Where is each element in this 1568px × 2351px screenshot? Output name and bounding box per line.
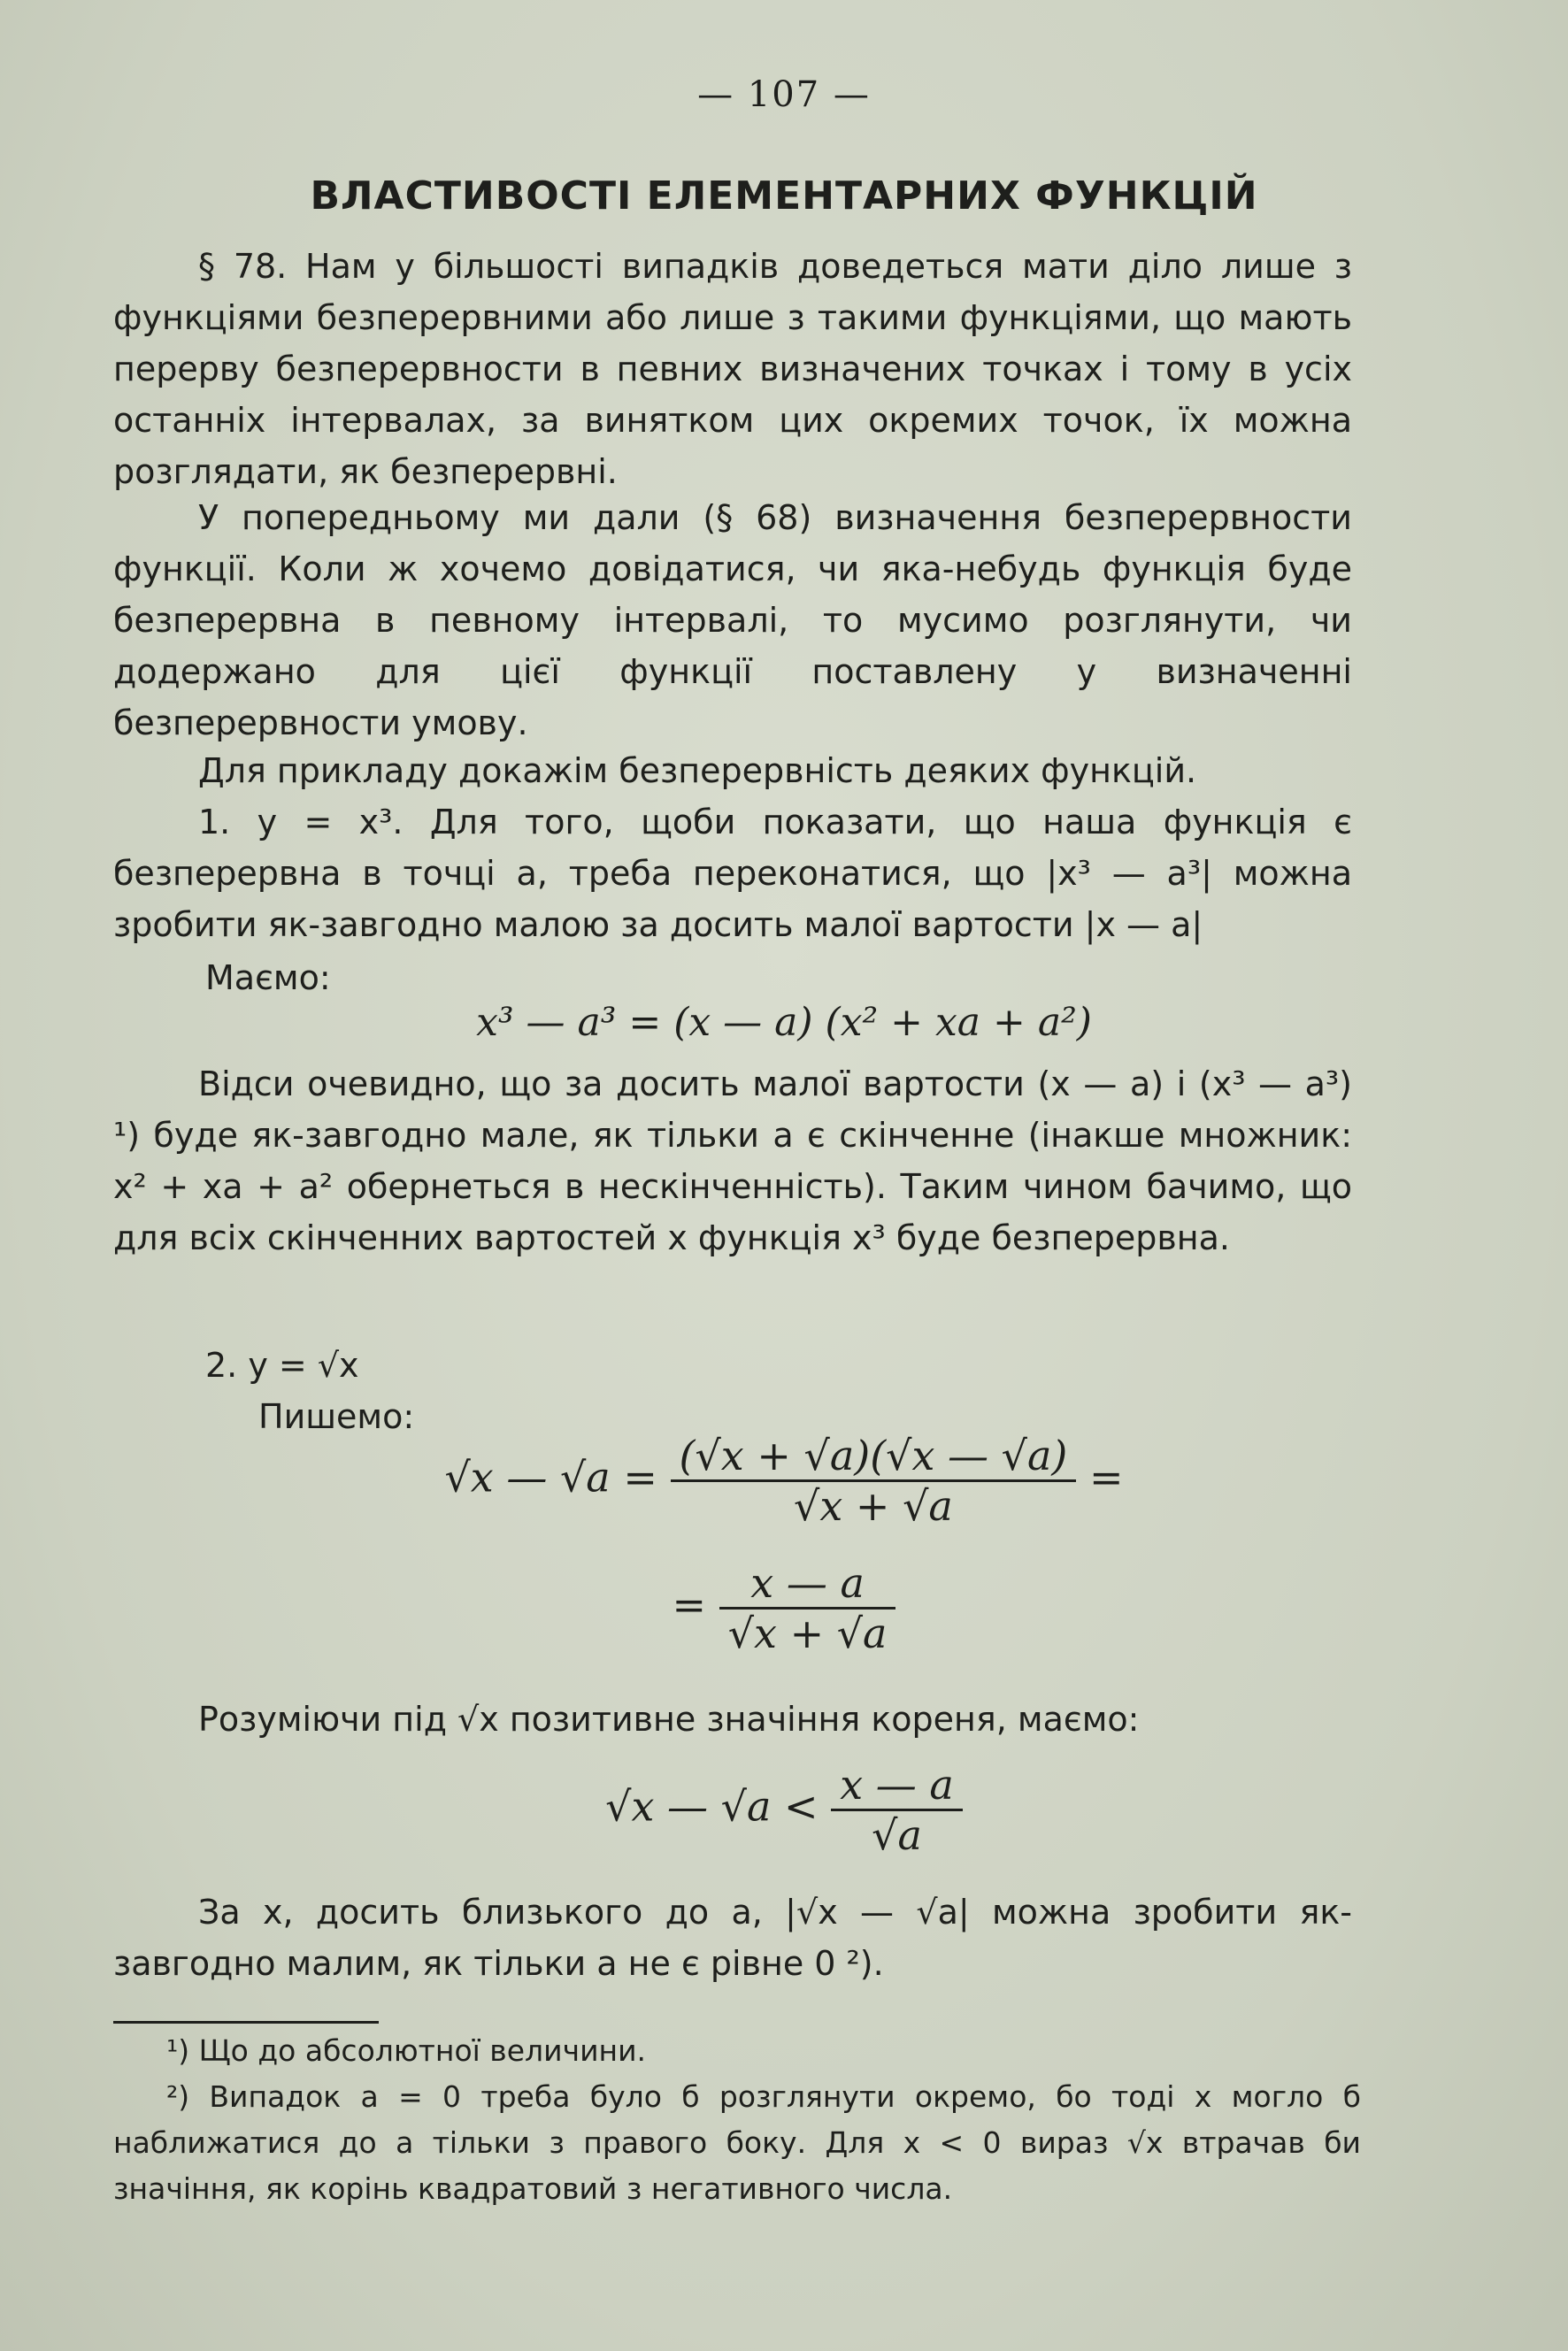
formula-simplified-numerator: x — a [750, 1559, 865, 1607]
formula-root-denominator: √x + √a [671, 1479, 1077, 1530]
paragraph-continuity-definition: У попередньому ми дали (§ 68) визначення безперервности функції. Коли ж хочемо довідатися, чи яка-небудь функція буде безперервна в певному інтервалі, то мусимо розглянути, чи додержано для цієї функції поставлену у визначенні безперервности умову. [113, 498, 1352, 742]
formula-inequality-left: √x — √a < [605, 1782, 819, 1831]
formula-root-simplified [0, 1559, 1568, 1657]
formula-root-inequality [0, 1761, 1568, 1859]
paragraph-positive-root [113, 1694, 1352, 1745]
label-we-write: Пишемо: [258, 1397, 415, 1436]
formula-root-fraction [671, 1432, 1077, 1530]
paragraph-example-1 [113, 796, 1352, 950]
formula-inequality-numerator: x — a [840, 1761, 954, 1809]
formula-inequality-fraction [831, 1761, 963, 1859]
label-we-have: Маємо: [205, 958, 331, 997]
paragraph-cube-conclusion: Відси очевидно, що за досить малої вартости (x — a) і (x³ — a³) ¹) буде як-завгодно мале, як тільки a є скінченне (інакше множник: x² + xa + a² обернеться в нескінченність). Таким чином бачимо, що для всіх скінченних вартостей x функція x³ буде безперервна. [113, 1064, 1352, 1257]
paragraph-example-intro [113, 745, 1352, 796]
formula-inequality-denominator: √a [831, 1809, 963, 1859]
formula-cube-difference: x³ — a³ = (x — a) (x² + xa + a²) [476, 1000, 1092, 1045]
paragraph-conclusion-2 [113, 1886, 1352, 1989]
formula-root-tail: = [1088, 1453, 1124, 1502]
paragraph-conclusion-1 [113, 1058, 1352, 1264]
paragraph-root-conclusion: За x, досить близького до a, |√x — √a| можна зробити як-завгодно малим, як тільки a не є рівне 0 ²). [113, 1893, 1352, 1983]
formula-root-difference [0, 1432, 1568, 1530]
footnote-1: ¹) Що до абсолютної величини. [166, 2033, 647, 2068]
section-title: ВЛАСТИВОСТІ ЕЛЕМЕНТАРНИХ ФУНКЦІЙ [310, 173, 1258, 219]
paragraph-cube-function: 1. y = x³. Для того, щоби показати, що наша функція є безперервна в точці a, треба переконатися, що |x³ — a³| можна зробити як-завгодно малою за досить малої вартости |x — a| [113, 803, 1352, 944]
label-example-2: 2. y = √x [205, 1346, 359, 1385]
footnote-divider [113, 2021, 379, 2024]
formula-simplified-fraction [719, 1559, 896, 1657]
paragraph-positive-root-text: Розуміючи під √x позитивне значіння кореня, маємо: [198, 1700, 1140, 1739]
formula-root-left: √x — √a = [444, 1453, 657, 1502]
paragraph-intro [113, 241, 1352, 497]
formula-simplified-left: = [672, 1580, 707, 1629]
formula-root-numerator: (√x + √a)(√x — √a) [679, 1432, 1068, 1479]
paragraph-definition [113, 492, 1352, 749]
paragraph-examples: Для прикладу докажім безперервність деяких функцій. [198, 751, 1197, 790]
formula-simplified-denominator: √x + √a [719, 1607, 896, 1657]
paragraph-78: § 78. Нам у більшості випадків доведеться мати діло лише з функціями безперервними або лише з такими функціями, що мають перерву безперервности в певних визначених точках і тому в усіх останніх інтервалах, за винятком цих окремих точок, їх можна розглядати, як безперервні. [113, 247, 1352, 491]
page-number: — 107 — [697, 74, 871, 115]
footnote-2: ²) Випадок a = 0 треба було б розглянути окремо, бо тоді x могло б наближатися до a тільки з правого боку. Для x < 0 вираз √x втрачав би значіння, як корінь квадратовий з негативного числа. [113, 2079, 1361, 2206]
